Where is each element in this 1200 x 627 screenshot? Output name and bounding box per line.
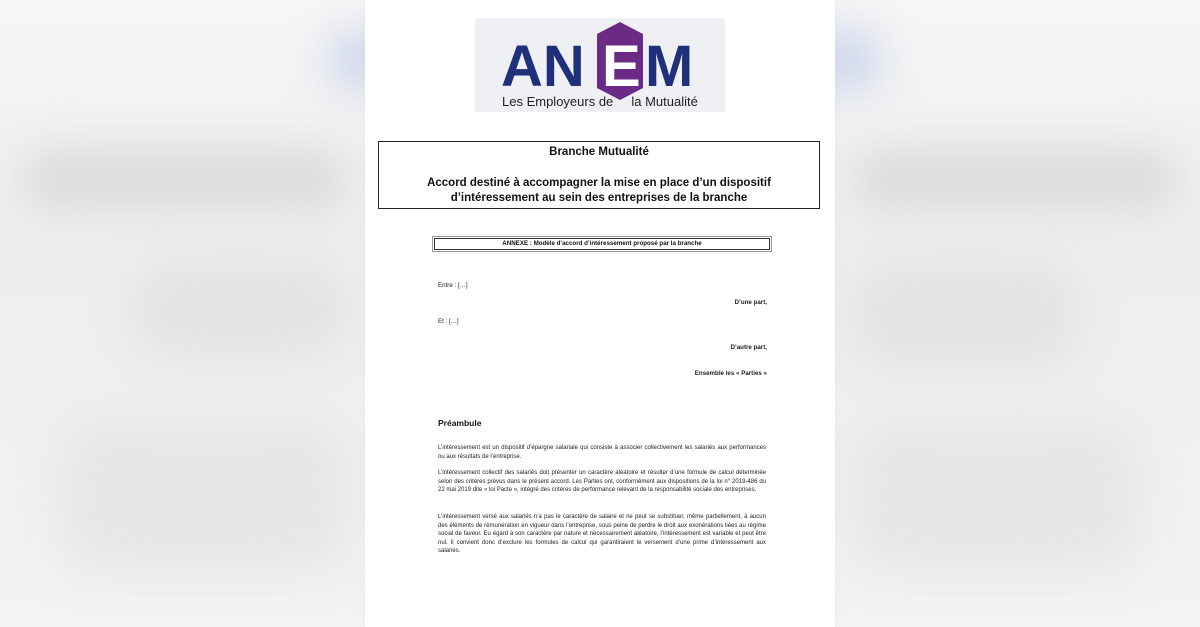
- parties-autre-part: D’autre part,: [730, 344, 767, 351]
- document-page: [365, 0, 835, 627]
- blur-shape: [850, 260, 1080, 370]
- blur-shape: [60, 420, 350, 570]
- blur-shape: [850, 420, 1140, 570]
- anem-logo: [475, 18, 725, 112]
- parties-et: Et : […]: [438, 318, 459, 325]
- parties-une-part: D’une part,: [734, 299, 767, 306]
- branch-title: Branche Mutualité: [549, 146, 649, 158]
- logo-tagline: Les Employeurs de la Mutualité: [502, 94, 698, 109]
- logo-word-m: M: [645, 34, 694, 99]
- preambule-paragraph-2: L’intéressement collectif des salariés doit présenter un caractère aléatoire et résulter d’une formule de calcul déterminée selon des critères prévus dans le présent accord. Les Parties ont, conformément aux dispositions de la loi n° 2019-486 du 22 mai 2019 dite « loi Pacte », intégré des critères de performance relevant de la responsabilité sociale des entreprises.: [438, 470, 766, 494]
- parties-ensemble: Ensemble les « Parties »: [694, 370, 767, 377]
- logo-word-an: AN: [501, 34, 585, 99]
- document-title-box: [378, 141, 820, 209]
- blur-shape: [130, 260, 350, 360]
- logo-word-e: E: [602, 34, 641, 99]
- agreement-title: Accord destiné à accompagner la mise en place d’un dispositif d’intéressement au sein des entreprises de la branche: [427, 177, 771, 204]
- blur-shape: [20, 150, 350, 210]
- preambule-paragraph-1: L’intéressement est un dispositif d’épargne salariale qui consiste à associer collectivement les salariés aux performances ou aux résultats de l’entreprise.: [438, 445, 766, 460]
- preambule-paragraph-3: L’intéressement versé aux salariés n’a pas le caractère de salaire et ne peut se substituer, même partiellement, à aucun des éléments de rémunération en vigueur dans l’entreprise, sous peine de perdre le droit aux exonérations liées au régime social de faveur. Eu égard à son caractère par nature et nécessairement aléatoire, l’intéressement est variable et peut être nul. Il convient donc d’exclure les formules de calcul qui garantiraient le versement d’une prime d’intéressement aux salariés.: [438, 514, 766, 555]
- parties-entre: Entre : […]: [438, 282, 468, 289]
- annex-heading: ANNEXE : Modèle d’accord d’intéressement proposé par la branche: [434, 238, 770, 250]
- preambule-title: Préambule: [438, 418, 482, 428]
- blur-shape: [850, 150, 1180, 210]
